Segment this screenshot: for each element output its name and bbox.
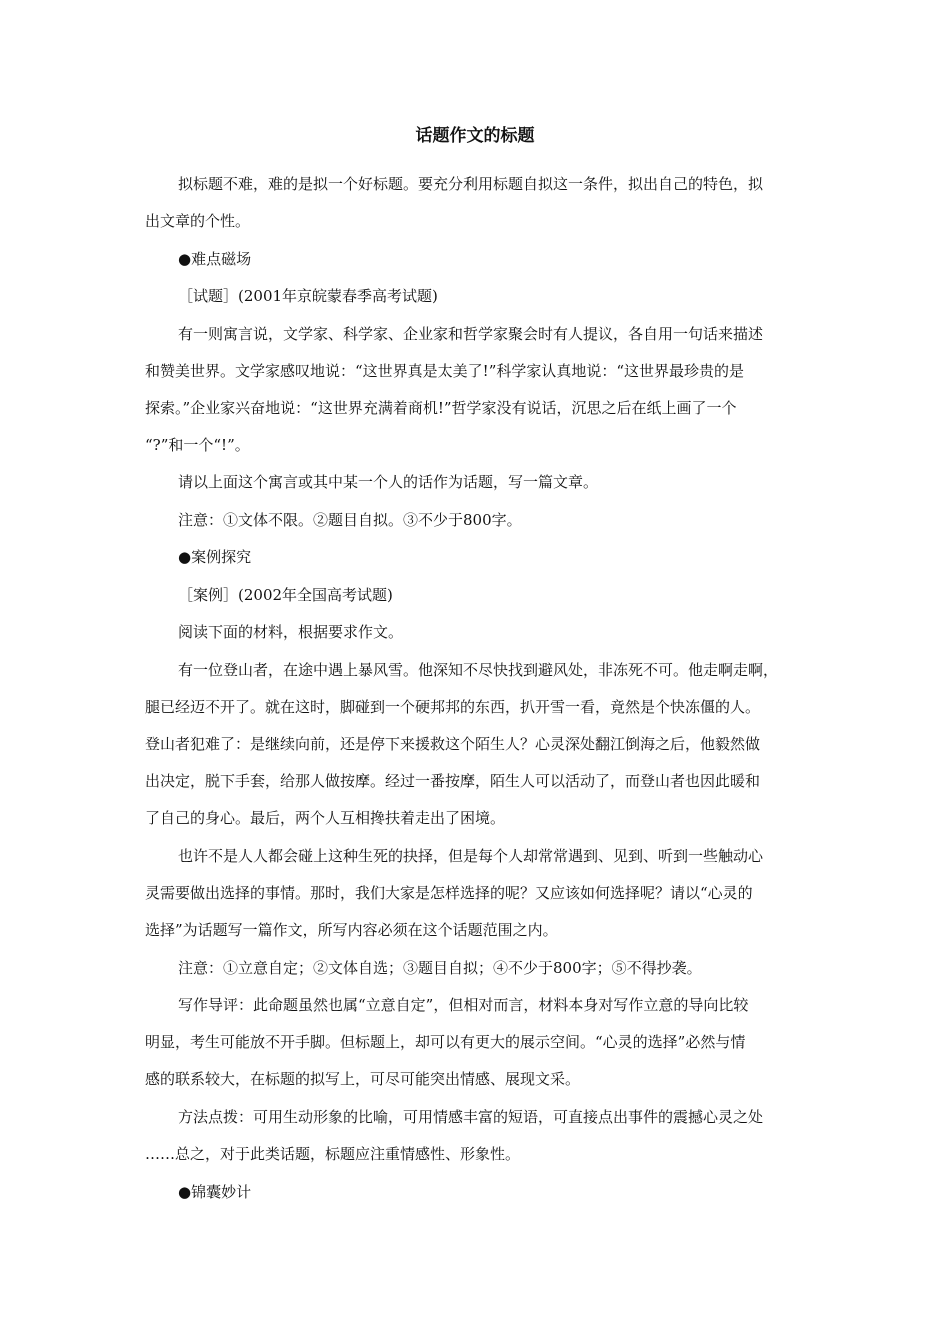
fable-line-2: 和赞美世界。文学家感叹地说：“这世界真是太美了!”科学家认真地说：“这世界最珍贵的是	[145, 362, 745, 380]
story-line-5: 了自己的身心。最后，两个人互相搀扶着走出了困境。	[145, 809, 506, 827]
prompt-line-1: 也许不是人人都会碰上这种生死的抉择，但是每个人却常常遇到、见到、听到一些触动心	[178, 847, 764, 865]
exam-source: ［试题］(2001年京皖蒙春季高考试题)	[178, 287, 438, 305]
guide-line-1: 写作导评：此命题虽然也属“立意自定”，但相对而言，材料本身对写作立意的导向比较	[178, 996, 749, 1014]
intro-line-2: 出文章的个性。	[145, 212, 251, 230]
document-title: 话题作文的标题	[415, 126, 535, 146]
fable-line-1: 有一则寓言说，文学家、科学家、企业家和哲学家聚会时有人提议，各自用一句话来描述	[178, 325, 764, 343]
section-heading-difficulty: ●难点磁场	[178, 250, 252, 268]
note-line-1: 注意：①文体不限。②题目自拟。③不少于800字。	[178, 511, 522, 529]
guide-line-2: 明显，考生可能放不开手脚。但标题上，却可以有更大的展示空间。“心灵的选择”必然与情	[145, 1033, 746, 1051]
story-line-4: 出决定，脱下手套，给那人做按摩。经过一番按摩，陌生人可以活动了，而登山者也因此暖和	[145, 772, 761, 790]
intro-line-1: 拟标题不难，难的是拟一个好标题。要充分利用标题自拟这一条件，拟出自己的特色，拟	[178, 175, 764, 193]
task-line: 请以上面这个寓言或其中某一个人的话作为话题，写一篇文章。	[178, 473, 599, 491]
section-heading-case: ●案例探究	[178, 548, 252, 566]
prompt-line-2: 灵需要做出选择的事情。那时，我们大家是怎样选择的呢？又应该如何选择呢？请以“心灵的	[145, 884, 753, 902]
story-line-1: 有一位登山者，在途中遇上暴风雪。他深知不尽快找到避风处，非冻死不可。他走啊走啊，	[178, 661, 779, 679]
section-heading-tips: ●锦囊妙计	[178, 1183, 252, 1201]
fable-line-4: “?”和一个“!”。	[145, 436, 250, 454]
prompt-line-3: 选择”为话题写一篇作文，所写内容必须在这个话题范围之内。	[145, 921, 558, 939]
method-line-2: ……总之，对于此类话题，标题应注重情感性、形象性。	[145, 1145, 521, 1163]
story-line-3: 登山者犯难了：是继续向前，还是停下来援救这个陌生人？心灵深处翻江倒海之后，他毅然做	[145, 735, 761, 753]
instruction-line: 阅读下面的材料，根据要求作文。	[178, 623, 404, 641]
method-line-1: 方法点拨：可用生动形象的比喻，可用情感丰富的短语，可直接点出事件的震撼心灵之处	[178, 1108, 764, 1126]
fable-line-3: 探索。”企业家兴奋地说：“这世界充满着商机!”哲学家没有说话，沉思之后在纸上画了一个	[145, 399, 737, 417]
note-line-2: 注意：①立意自定；②文体自选；③题目自拟；④不少于800字；⑤不得抄袭。	[178, 959, 702, 977]
guide-line-3: 感的联系较大，在标题的拟写上，可尽可能突出情感、展现文采。	[145, 1070, 581, 1088]
case-source: ［案例］(2002年全国高考试题)	[178, 586, 393, 604]
story-line-2: 腿已经迈不开了。就在这时，脚碰到一个硬邦邦的东西，扒开雪一看，竟然是个快冻僵的人。	[145, 698, 761, 716]
